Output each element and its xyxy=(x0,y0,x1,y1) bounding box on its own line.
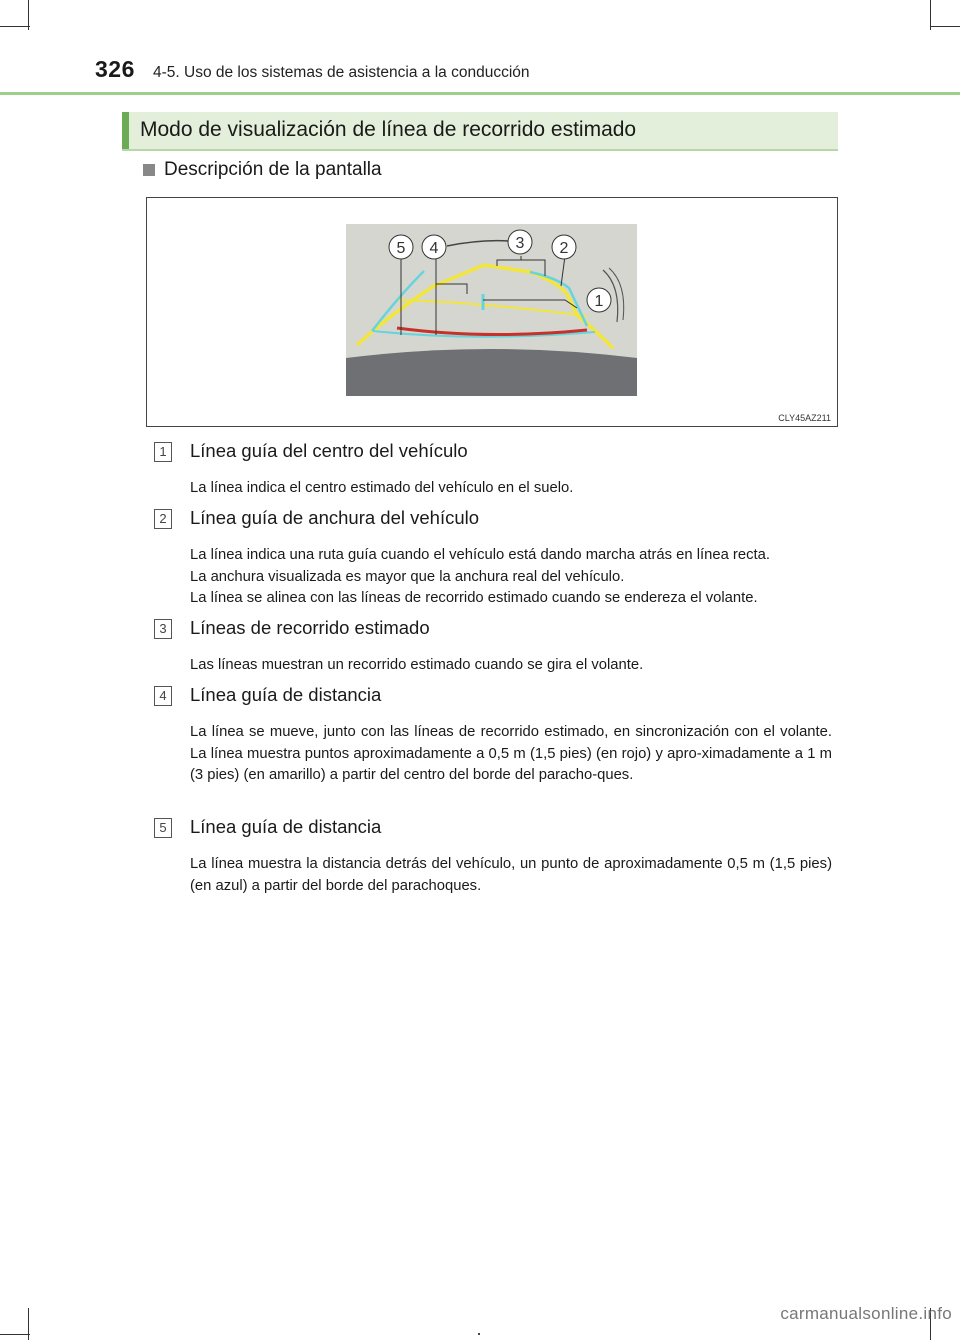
callout-2-label: 2 xyxy=(559,240,569,257)
item-line: La línea se alinea con las líneas de recorrido estimado cuando se endereza el volante. xyxy=(190,590,758,606)
item-title: Línea guía del centro del vehículo xyxy=(190,440,468,461)
item-title: Línea guía de distancia xyxy=(190,816,382,837)
rear-camera-illustration xyxy=(147,198,837,426)
item-number-badge: 5 xyxy=(154,818,172,838)
section-heading-bar xyxy=(122,112,838,151)
item-number-badge: 3 xyxy=(154,619,172,639)
figure-code: CLY45AZ211 xyxy=(778,413,831,423)
item-title: Línea guía de distancia xyxy=(190,684,382,705)
item-line: La anchura visualizada es mayor que la anchura real del vehículo. xyxy=(190,568,625,585)
callout-3-label: 3 xyxy=(515,235,525,252)
crop-mark-bottom-left-v xyxy=(28,1308,29,1340)
item-description xyxy=(190,722,832,787)
subheading: Descripción de la pantalla xyxy=(164,159,382,180)
callout-1-icon xyxy=(587,288,611,312)
item-description xyxy=(190,854,832,897)
callout-2-icon xyxy=(552,235,576,259)
callout-4-label: 4 xyxy=(429,240,439,257)
bumper-shape xyxy=(346,349,637,396)
item-line: La línea indica una ruta guía cuando el vehículo está dando marcha atrás en línea recta. xyxy=(190,547,770,563)
item-description xyxy=(190,545,832,610)
item-number-badge: 4 xyxy=(154,686,172,706)
item-title: Líneas de recorrido estimado xyxy=(190,617,430,638)
callout-5-icon xyxy=(389,235,413,259)
square-bullet-icon xyxy=(143,164,155,176)
page-number: 326 xyxy=(95,56,135,82)
section-title: Modo de visualización de línea de recorrido estimado xyxy=(140,118,637,141)
item-line: Las líneas muestran un recorrido estimado cuando se gira el volante. xyxy=(190,657,644,673)
item-number-badge: 2 xyxy=(154,509,172,529)
crop-mark-top-right-h xyxy=(930,26,960,27)
crop-mark-top-left-h xyxy=(0,26,30,27)
item-line: La línea indica el centro estimado del vehículo en el suelo. xyxy=(190,480,574,496)
running-head: 4-5. Uso de los sistemas de asistencia a la conducción xyxy=(153,64,530,81)
item-line: La línea muestra la distancia detrás del vehículo, un punto de aproximadamente 0,5 m (1,5 pies) (en azul) a partir del borde del parachoques. xyxy=(190,856,832,894)
callout-3-icon xyxy=(508,230,532,254)
item-number-badge: 1 xyxy=(154,442,172,462)
item-line: La línea se mueve, junto con las líneas de recorrido estimado, en sincronización con el volante. La línea muestra puntos aproximadamente a 0,5 m (1,5 pies) (en rojo) y apro-ximadamente a 1 m (3 pies) (en amarillo) a partir del centro del borde del paracho-ques. xyxy=(190,724,832,783)
crop-mark-top-left-v xyxy=(28,0,29,30)
callout-1-label: 1 xyxy=(594,293,604,310)
item-description xyxy=(190,478,832,500)
item-description xyxy=(190,655,832,677)
callout-4-icon xyxy=(422,235,446,259)
callout-5-label: 5 xyxy=(396,240,406,257)
footer-mark xyxy=(478,1333,480,1335)
figure-camera-display xyxy=(146,197,838,427)
crop-mark-top-right-v xyxy=(930,0,931,30)
header-rule xyxy=(0,92,960,95)
crop-mark-bottom-left-h xyxy=(0,1334,30,1335)
item-title: Línea guía de anchura del vehículo xyxy=(190,507,480,528)
watermark: carmanualsonline.info xyxy=(780,1304,952,1323)
